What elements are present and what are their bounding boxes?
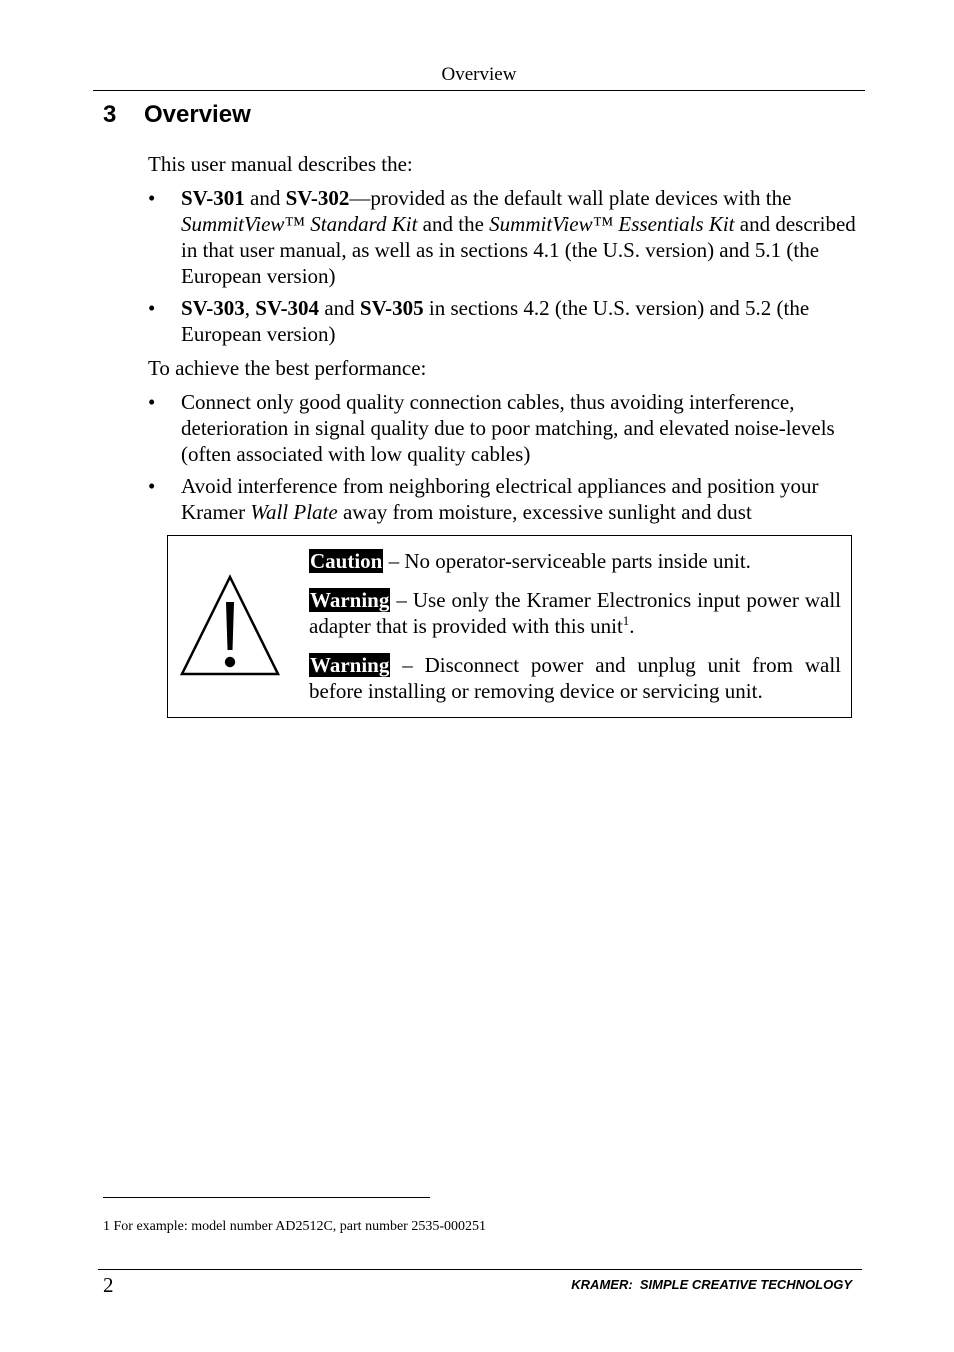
performance-intro: To achieve the best performance: — [148, 356, 427, 380]
model-name: SV-303 — [181, 296, 245, 320]
footnote: 1 For example: model number AD2512C, part number 2535-000251 — [103, 1219, 486, 1234]
bullet: • — [148, 390, 156, 414]
caution-notice: Caution – No operator-serviceable parts inside unit. — [310, 549, 751, 573]
list-item: • Connect only good quality connection cables, thus avoiding interference, deterioration in signal quality due to poor matching, and elevated noise-levels (often associated with low quality cables) — [148, 390, 835, 466]
section-heading — [103, 101, 251, 129]
footer-rule — [98, 1269, 862, 1270]
model-name: SV-302 — [285, 186, 350, 210]
caution-label: Caution — [310, 549, 383, 573]
model-name: SV-304 — [255, 296, 320, 320]
warning-triangle-icon — [179, 574, 281, 678]
performance-list — [148, 389, 860, 525]
warning-notice: Warning – Disconnect power and unplug unit from wall before installing or removing device or servicing unit. — [309, 653, 841, 703]
running-header: Overview — [441, 64, 517, 85]
footnote-ref: 1 — [622, 613, 630, 628]
bullet: • — [148, 296, 156, 320]
footnote-rule — [103, 1197, 430, 1198]
body-text — [148, 151, 860, 533]
intro-paragraph: This user manual describes the: — [148, 152, 413, 176]
product-name: Wall Plate — [250, 500, 338, 524]
bullet: • — [148, 186, 156, 210]
page-number: 2 — [103, 1273, 114, 1297]
kit-name: SummitView™ Standard Kit — [181, 212, 418, 236]
list-item: • SV-301 and SV-302—provided as the default wall plate devices with the SummitView™ Standard Kit and the SummitView™ Essentials Kit and described in that user manual, as well as in sections 4.1 (the U.S. version) and 5.1 (the European version) — [148, 186, 856, 288]
notices — [309, 548, 841, 717]
kit-name: SummitView™ Essentials Kit — [489, 212, 735, 236]
warning-label: Warning — [310, 588, 390, 612]
safety-notice-box — [167, 535, 852, 718]
model-name: SV-305 — [359, 296, 424, 320]
model-name: SV-301 — [181, 186, 245, 210]
section-title: Overview — [144, 101, 251, 128]
header-rule — [93, 90, 865, 91]
list-item: • SV-303, SV-304 and SV-305 in sections 4.2 (the U.S. version) and 5.2 (the European version) — [148, 296, 810, 346]
warning-notice: Warning – Use only the Kramer Electronics input power wall adapter that is provided with this unit$^1$. — [309, 588, 841, 638]
warning-label: Warning — [310, 653, 390, 677]
bullet: • — [148, 474, 156, 498]
device-list — [148, 185, 860, 347]
footer-brand: KRAMER: SIMPLE CREATIVE TECHNOLOGY — [571, 1277, 852, 1292]
section-number: 3 — [103, 101, 117, 128]
list-item: • Avoid interference from neighboring electrical appliances and position your Kramer Wall Plate away from moisture, excessive sunlight and dust — [148, 474, 819, 524]
